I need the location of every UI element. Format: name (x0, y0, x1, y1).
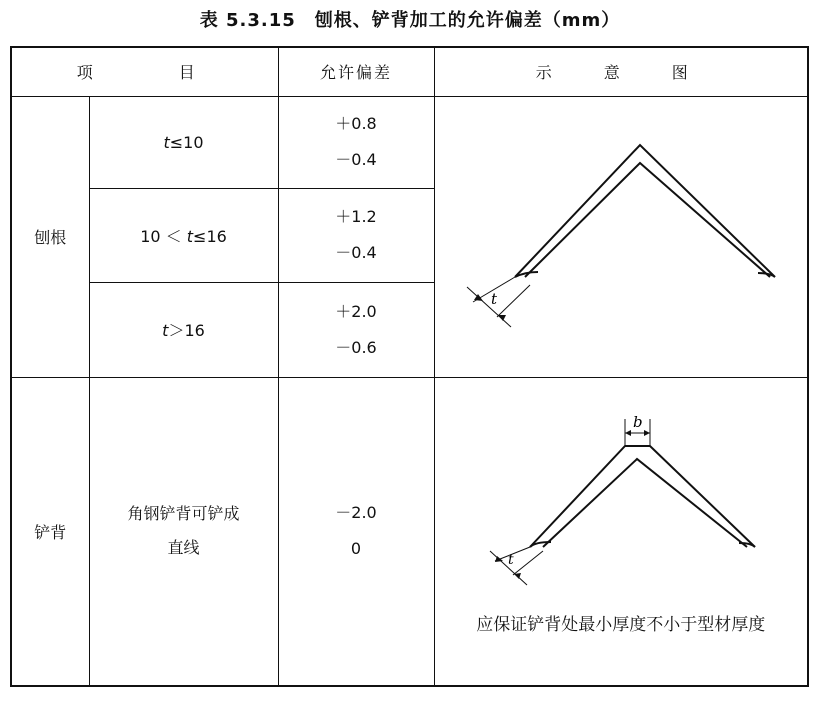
tolerance-table (10, 46, 809, 687)
condition-cell (89, 282, 278, 377)
tolerance-cell (278, 282, 434, 377)
sketch-planing (434, 96, 808, 377)
tolerance-minus: －0.6 (335, 337, 377, 357)
tolerance-plus: ＋2.0 (335, 301, 377, 321)
tolerance-zero: 0 (350, 539, 362, 559)
tolerance-cell (278, 189, 434, 283)
group-name-back-chipping: 铲背 (11, 377, 89, 686)
table-title: 表 5.3.15 刨根、铲背加工的允许偏差（mm） (199, 10, 621, 31)
condition-variable: t (186, 226, 194, 246)
thickness-label: t (490, 289, 497, 308)
description-line: 直线 (167, 538, 200, 558)
condition-variable: t (163, 132, 170, 152)
condition-cell (89, 189, 278, 283)
sketch-back-chipping (434, 377, 808, 686)
header-tolerance: 允许偏差 (278, 47, 434, 96)
condition-prefix: 10 ＜ (140, 226, 187, 246)
description-line: 角钢铲背可铲成 (127, 504, 240, 524)
planing-angle-diagram (435, 97, 809, 377)
tolerance-cell (278, 96, 434, 189)
condition-cell (89, 377, 278, 686)
tolerance-plus: ＋0.8 (335, 114, 377, 134)
tolerance-minus: －0.4 (335, 243, 377, 263)
table-row (11, 96, 808, 189)
sketch-caption: 应保证铲背处最小厚度不小于型材厚度 (476, 615, 766, 635)
tolerance-minus: －2.0 (335, 503, 377, 523)
group-name-planing: 刨根 (11, 96, 89, 377)
header-item: 项 目 (11, 47, 278, 96)
thickness-label: t (507, 552, 514, 569)
condition-text: ＞16 (168, 321, 205, 341)
header-sketch: 示 意 图 (434, 47, 808, 96)
condition-variable: t (162, 321, 169, 341)
condition-cell (89, 96, 278, 189)
tolerance-minus: －0.4 (335, 150, 377, 170)
condition-text: ≤10 (169, 132, 204, 152)
header-row (11, 47, 808, 96)
condition-text: ≤16 (193, 226, 227, 246)
table-row (11, 377, 808, 686)
tolerance-plus: ＋1.2 (335, 207, 377, 227)
tolerance-cell (278, 377, 434, 686)
chip-width-label: b (632, 413, 643, 432)
